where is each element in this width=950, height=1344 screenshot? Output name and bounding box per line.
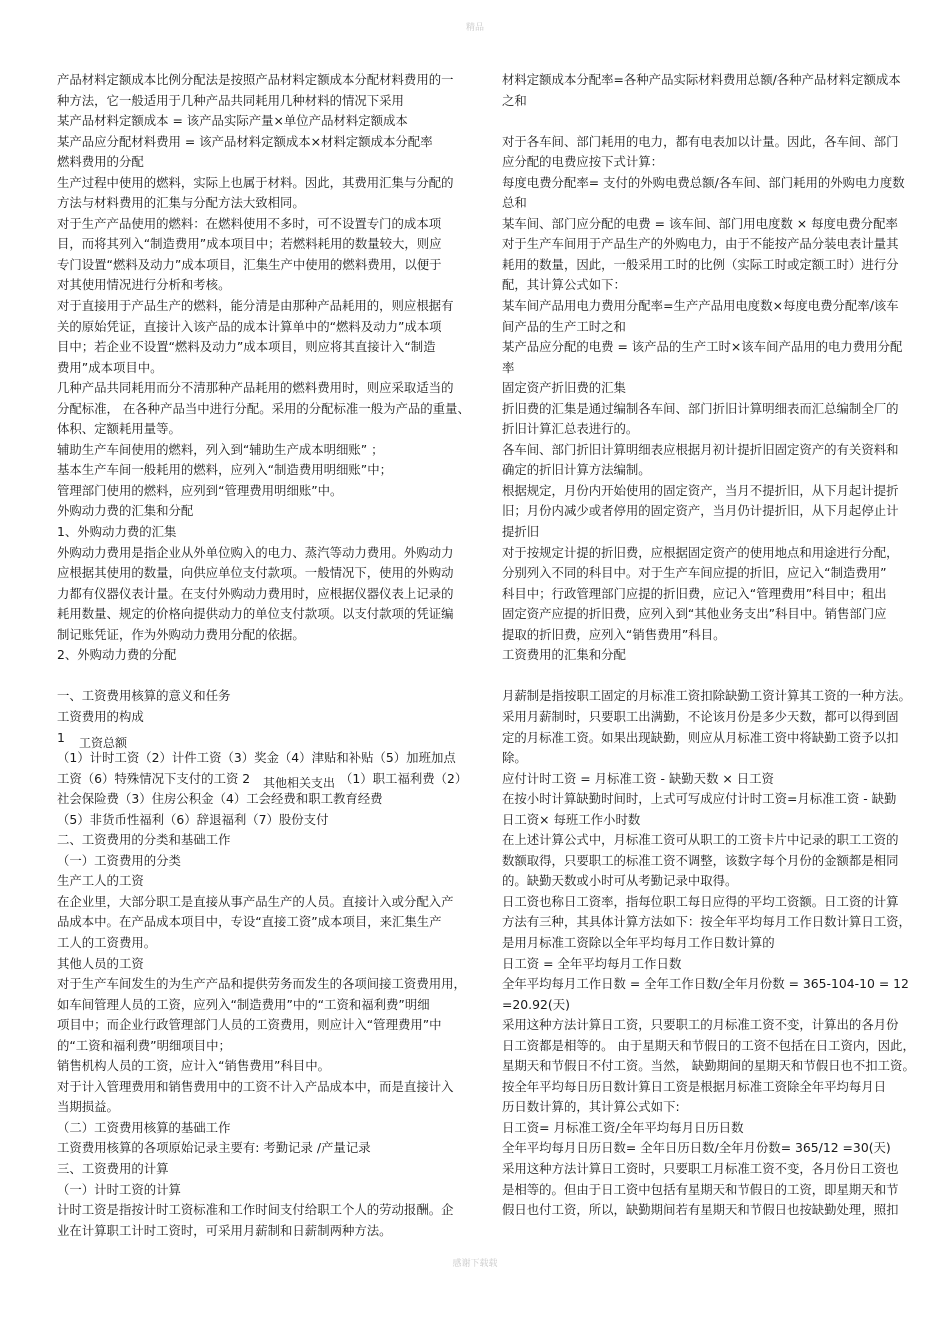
text-line: 应付计时工资 = 月标准工资 - 缺勤天数 × 日工资 — [502, 770, 774, 786]
text-line: 定的月标准工资。如果出现缺勤，则应从月标准工资中将缺勤工资予以扣 — [502, 729, 899, 745]
left-wage-intro — [57, 686, 467, 727]
text-line: 2、外购动力费的分配 — [57, 647, 177, 663]
left-top-section — [57, 70, 470, 666]
text-line: （一）工资费用的分类 — [57, 852, 181, 868]
text-line: 采用这种方法计算日工资时，只要职工月标准工资不变，各月份日工资也 — [502, 1160, 899, 1176]
text-line: 率 — [502, 359, 515, 375]
text-line: 方法与材料费用的汇集与分配方法大致相同。 — [57, 195, 305, 211]
text-line: 配，其计算公式如下： — [502, 277, 626, 293]
text-line: 某产品材料定额成本 = 该产品实际产量×单位产品材料定额成本 — [57, 113, 408, 129]
text-line: 折旧费的汇集是通过编制各车间、部门折旧计算明细表而汇总编制全厂的 — [502, 400, 899, 416]
text-line: 分别列入不同的科目中。对于生产车间应提的折旧，应记入“制造费用” — [502, 565, 887, 581]
text-line: 日工资 = 全年平均每月工作日数 — [502, 955, 682, 971]
text-line: 制记账凭证，作为外购动力费用分配的依据。 — [57, 626, 305, 642]
left-wage-body — [57, 830, 467, 1241]
wage-parts-line-4: （5）非货币性福利（6）辞退福利（7）股份支付 — [57, 811, 329, 827]
text-line: 对于计入管理费用和销售费用中的工资不计入产品成本中，而是直接计入 — [57, 1078, 454, 1094]
text-line: 在按小时计算缺勤时间时，上式可写成应付计时工资=月标准工资 - 缺勤 — [502, 791, 897, 807]
text-line: =20.92(天) — [502, 996, 570, 1012]
wage-parts-line-2b-text: （1）职工福利费（2） — [340, 770, 468, 786]
text-line: 应根据其使用的数量，向供应单位支付款项。一般情况下，使用的外购动 — [57, 565, 454, 581]
text-line: 计时工资是指按计时工资标准和工作时间支付给职工个人的劳动报酬。企 — [57, 1202, 454, 1218]
text-line: 在企业里，大部分职工是直接从事产品生产的人员。直接计入或分配入产 — [57, 893, 454, 909]
text-line: 三、工资费用的计算 — [57, 1160, 169, 1176]
text-line: 总和 — [502, 195, 527, 211]
text-line: 月薪制是指按职工固定的月标准工资扣除缺勤工资计算其工资的一种方法。 — [502, 688, 911, 704]
page-footer: 感谢下载载 — [452, 1259, 498, 1269]
text-line: （一）计时工资的计算 — [57, 1181, 181, 1197]
text-line: 旧；月份内减少或者停用的固定资产，当月仍计提折旧，从下月起停止计 — [502, 503, 899, 519]
right-top-section — [502, 70, 905, 666]
text-line: 是相等的。但由于日工资中包括有星期天和节假日的工资，即星期天和节 — [502, 1181, 899, 1197]
text-line: 工资费用核算的各项原始记录主要有: 考勤记录 /产量记录 — [57, 1140, 371, 1156]
text-line: 如车间管理人员的工资，应列入“制造费用”中的“工资和福利费”明细 — [57, 996, 430, 1012]
text-line: （二）工资费用核算的基础工作 — [57, 1119, 231, 1135]
wage-parts-line-2 — [57, 769, 467, 790]
text-line: 力都有仪器仪表计量。在支付外购动力费用时，应根据仪器仪表上记录的 — [57, 585, 454, 601]
text-line: 日工资= 月标准工资/全年平均每月日历日数 — [502, 1119, 744, 1135]
text-line: 二、工资费用的分类和基础工作 — [57, 832, 231, 848]
wage-parts-line-1: （1）计时工资（2）计件工资（3）奖金（4）津贴和补贴（5）加班加点 — [57, 750, 456, 766]
text-line: 某产品应分配材料费用 = 该产品材料定额成本×材料定额成本分配率 — [57, 133, 433, 149]
page-header: 精品 — [465, 23, 484, 33]
text-line: 管理部门使用的燃料，应列到“管理费用明细账”中。 — [57, 482, 343, 498]
spacer — [57, 666, 467, 687]
text-line: 按全年平均每日历日数计算日工资是根据月标准工资除全年平均每月日 — [502, 1078, 887, 1094]
text-line: 某车间产品用电力费用分配率=生产产品用电度数×每度电费分配率/该车 — [502, 298, 899, 314]
text-line: 根据规定，月份内开始使用的固定资产，当月不提折旧，从下月起计提折 — [502, 482, 899, 498]
text-line: 全年平均每月日历日数= 全年日历日数/全年月份数= 365/12 =30(天) — [502, 1140, 891, 1156]
text-line: 的“工资和福利费”明细项目中； — [57, 1037, 231, 1053]
text-line: 科目中；行政管理部门应提的折旧费，应记入“管理费用”科目中；租出 — [502, 585, 887, 601]
text-line: 费用”成本项目中。 — [57, 359, 163, 375]
text-line: 在上述计算公式中，月标准工资可从职工的工资卡片中记录的职工工资的 — [502, 832, 899, 848]
text-line: 一、工资费用核算的意义和任务 — [57, 688, 231, 704]
text-line: 历日数计算的，其计算公式如下: — [502, 1099, 680, 1115]
text-line: 采用月薪制时，只要职工出满勤，不论该月份是多少天数，都可以得到固 — [502, 708, 899, 724]
text-line: 提取的折旧费，应列入“销售费用”科目。 — [502, 626, 726, 642]
text-line: 之和 — [502, 92, 527, 108]
text-line: 几种产品共同耗用而分不清那种产品耗用的燃料费用时，则应采取适当的 — [57, 380, 454, 396]
left-column — [57, 70, 470, 1241]
spacer — [502, 666, 902, 687]
text-line: 全年平均每月工作日数 = 全年工作日数/全年月份数 = 365-104-10 = 12 — [502, 976, 909, 992]
right-bottom-section — [502, 686, 915, 1220]
text-line: 燃料费用的分配 — [57, 154, 144, 170]
text-line: 星期天和节假日不付工资。当然， 缺勤期间的星期天和节假日也不扣工资。 — [502, 1058, 915, 1074]
text-line: 品成本中。在产品成本项目中，专设“直接工资”成本项目，来汇集生产 — [57, 914, 442, 930]
text-line: 材料定额成本分配率=各种产品实际材料费用总额/各种产品材料定额成本 — [502, 72, 901, 87]
text-line: 外购动力费用是指企业从外单位购入的电力、蒸汽等动力费用。外购动力 — [57, 544, 454, 560]
wage-parts-num1: 1 — [57, 729, 65, 745]
text-line: 分配标准， 在各种产品当中进行分配。采用的分配标准一般为产品的重量、 — [57, 400, 470, 416]
wage-parts-line-3: 社会保险费（3）住房公积金（4）工会经费和职工教育经费 — [57, 791, 383, 807]
text-line: 确定的折旧计算方法编制。 — [502, 462, 651, 478]
other-expenses-label: 其他相关支出 — [263, 775, 336, 790]
text-line: 基本生产车间一般耗用的燃料，应列入“制造费用明细账”中； — [57, 462, 392, 478]
text-line: 种方法，它一般适用于几种产品共同耗用几种材料的情况下采用 — [57, 92, 404, 108]
text-line: 辅助生产车间使用的燃料，列入到“辅助生产成本明细账” ； — [57, 441, 384, 457]
text-line: 工资费用的汇集和分配 — [502, 647, 626, 663]
text-line: 日工资× 每班工作小时数 — [502, 811, 641, 827]
text-line: 对于按规定计提的折旧费，应根据固定资产的使用地点和用途进行分配， — [502, 544, 899, 560]
text-line: 当期损益。 — [57, 1099, 119, 1115]
text-line: 固定资产折旧费的汇集 — [502, 380, 626, 396]
right-column — [502, 70, 915, 1221]
text-line: 固定资产应提的折旧费，应列入到“其他业务支出”科目中。销售部门应 — [502, 606, 887, 622]
text-line: 方法有三种，其具体计算方法如下：按全年平均每月工作日数计算日工资， — [502, 914, 911, 930]
text-line — [502, 111, 902, 132]
text-line: 业在计算职工计时工资时，可采用月薪制和日薪制两种方法。 — [57, 1222, 392, 1238]
text-line: 除。 — [502, 750, 527, 766]
text-line: 工资费用的构成 — [57, 708, 144, 724]
text-line: 假日也付工资，所以，缺勤期间若有星期天和节假日也按缺勤处理，照扣 — [502, 1202, 899, 1218]
text-line: 关的原始凭证，直接计入该产品的成本计算单中的“燃料及动力”成本项 — [57, 318, 442, 334]
wage-total-label: 工资总额 — [79, 735, 128, 750]
text-line: 生产工人的工资 — [57, 873, 144, 889]
text-line: 提折旧 — [502, 524, 540, 540]
text-line: 对于各车间、部门耗用的电力，都有电表加以计量。因此，各车间、部门 — [502, 133, 899, 149]
text-line: 每度电费分配率= 支付的外购电费总额/各车间、部门耗用的外购电力度数 — [502, 174, 905, 190]
text-line: 生产过程中使用的燃料，实际上也属于材料。因此，其费用汇集与分配的 — [57, 174, 454, 190]
text-line: 间产品的生产工时之和 — [502, 318, 626, 334]
text-line: 外购动力费的汇集和分配 — [57, 503, 194, 519]
text-line: 应分配的电费应按下式计算： — [502, 154, 664, 170]
wage-parts-line-2-text: 工资（6）特殊情况下支付的工资 2 — [57, 770, 251, 786]
text-line: 的。缺勤天数或小时可从考勤记录中取得。 — [502, 873, 738, 889]
text-line: 日工资都是相等的。 由于星期天和节假日的工资不包括在日工资内，因此， — [502, 1037, 915, 1053]
wage-parts-block — [57, 728, 467, 831]
text-line: 目中；若企业不设置“燃料及动力”成本项目，则应将其直接计入“制造 — [57, 339, 436, 355]
text-line: 折旧计算汇总表进行的。 — [502, 421, 639, 437]
text-line: 对于生产车间发生的为生产产品和提供劳务而发生的各项间接工资费用用， — [57, 976, 466, 992]
text-line: 对于生产车间用于产品生产的外购电力，由于不能按产品分装电表计量其 — [502, 236, 899, 252]
text-line: 某产品应分配的电费 = 该产品的生产工时×该车间产品用的电力费用分配 — [502, 339, 903, 355]
text-line: 体积、定额耗用量等。 — [57, 421, 181, 437]
wage-parts-line-0 — [57, 728, 467, 749]
text-line: 采用这种方法计算日工资，只要职工的月标准工资不变，计算出的各月份 — [502, 1017, 899, 1033]
text-line: 耗用数量、规定的价格向提供动力的单位支付款项。以支付款项的凭证编 — [57, 606, 454, 622]
text-line: 各车间、部门折旧计算明细表应根据月初计提折旧固定资产的有关资料和 — [502, 441, 899, 457]
text-line: 工人的工资费用。 — [57, 934, 157, 950]
text-line: 其他人员的工资 — [57, 955, 144, 971]
text-line: 耗用的数量，因此，一般采用工时的比例（实际工时或定额工时）进行分 — [502, 256, 899, 272]
text-line: 对其使用情况进行分析和考核。 — [57, 277, 231, 293]
text-line: 销售机构人员的工资，应计入“销售费用”科目中。 — [57, 1058, 331, 1074]
text-line: 项目中；而企业行政管理部门人员的工资费用，则应计入“管理费用”中 — [57, 1017, 442, 1033]
text-line: 对于直接用于产品生产的燃料，能分清是由那种产品耗用的，则应根据有 — [57, 298, 454, 314]
text-line: 1、外购动力费的汇集 — [57, 524, 177, 540]
text-line: 产品材料定额成本比例分配法是按照产品材料定额成本分配材料费用的一 — [57, 72, 454, 87]
text-line: 对于生产产品使用的燃料：在燃料使用不多时，可不设置专门的成本项 — [57, 215, 442, 231]
text-line: 是用月标准工资除以全年平均每月工作日数计算的 — [502, 934, 775, 950]
text-line: 目，而将其列入“制造费用”成本项目中；若燃料耗用的数量较大，则应 — [57, 236, 442, 252]
text-line: 数额取得，只要职工的标准工资不调整，该数字每个月份的金额都是相同 — [502, 852, 899, 868]
text-line: 日工资也称日工资率，指每位职工每日应得的平均工资额。日工资的计算 — [502, 893, 899, 909]
text-line: 专门设置“燃料及动力”成本项目，汇集生产中使用的燃料费用，以便于 — [57, 256, 442, 272]
text-line: 某车间、部门应分配的电费 = 该车间、部门用电度数 × 每度电费分配率 — [502, 215, 898, 231]
